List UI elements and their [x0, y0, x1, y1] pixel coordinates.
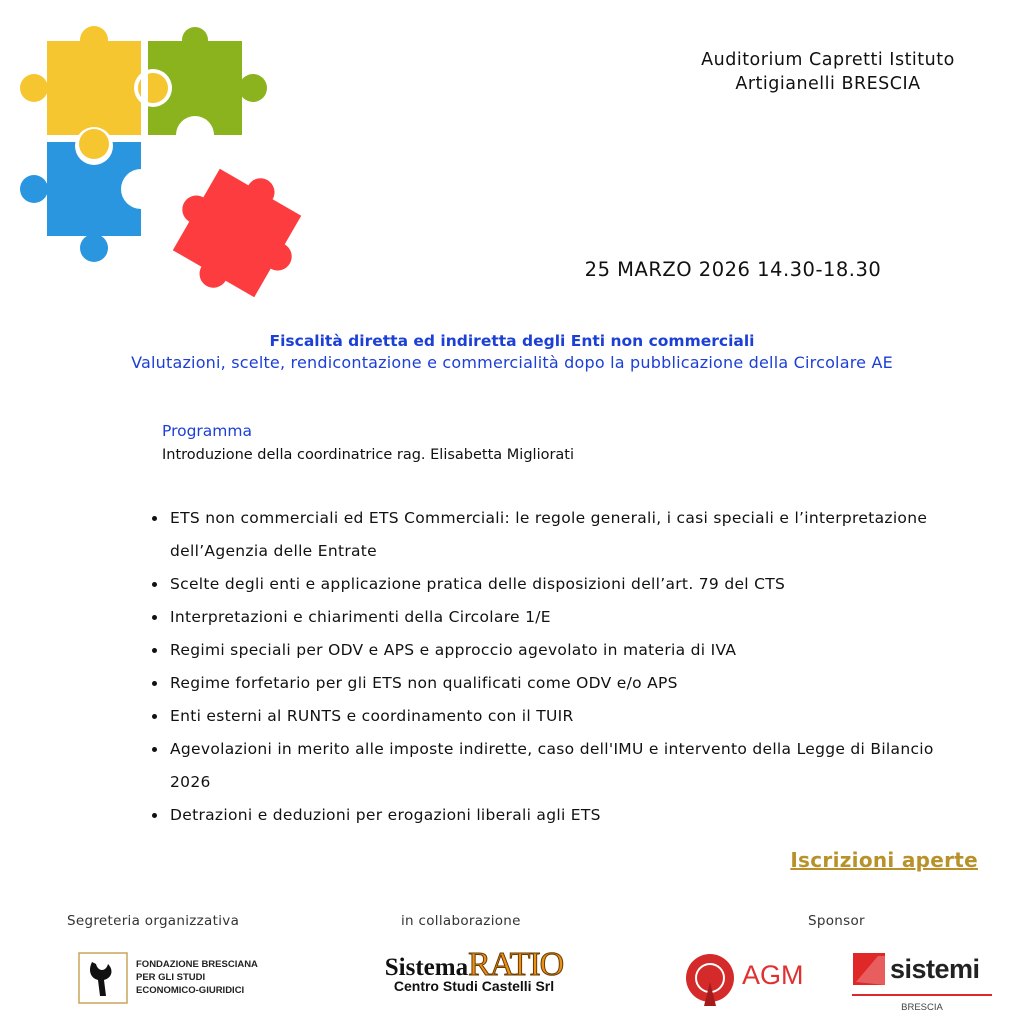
list-item: Interpretazioni e chiarimenti della Circolare 1/E — [150, 601, 950, 634]
registration-link[interactable]: Iscrizioni aperte — [790, 848, 978, 872]
fondazione-line: PER GLI STUDI — [136, 972, 206, 983]
program-list — [150, 502, 950, 832]
ratio-tagline: Centro Studi Castelli Srl — [393, 978, 555, 994]
event-subtitle: Valutazioni, scelte, rendicontazione e commercialità dopo la pubblicazione della Circolare AE — [131, 353, 893, 372]
list-item: Agevolazioni in merito alle imposte indirette, caso dell'IMU e intervento della Legge di Bilancio 2026 — [150, 733, 950, 799]
list-item: Enti esterni al RUNTS e coordinamento con il TUIR — [150, 700, 950, 733]
program-heading: Programma — [162, 422, 252, 440]
collaboration-label: in collaborazione — [401, 913, 521, 929]
secretariat-label: Segreteria organizzativa — [67, 913, 240, 929]
sistemi-logo-text: sistemi — [890, 954, 980, 984]
fondazione-logo-icon — [78, 952, 128, 1004]
agm-logo-text: AGM — [742, 960, 804, 990]
sistemi-city: BRESCIA — [901, 1002, 943, 1013]
divider — [852, 994, 992, 996]
sistemi-logo-icon — [852, 952, 888, 988]
list-item: Regime forfetario per gli ETS non qualificati come ODV e/o APS — [150, 667, 950, 700]
list-item: ETS non commerciali ed ETS Commerciali: le regole generali, i casi speciali e l’interpretazione dell’Agenzia delle Entrate — [150, 502, 950, 568]
sponsor-label: Sponsor — [808, 913, 865, 929]
sistema-ratio-logo — [362, 946, 586, 994]
ratio-logo-part1: Sistema — [384, 954, 469, 981]
puzzle-icon — [0, 0, 320, 310]
fondazione-line: FONDAZIONE BRESCIANA — [136, 959, 258, 970]
venue-line-1: Auditorium Capretti Istituto — [701, 50, 955, 70]
list-item: Scelte degli enti e applicazione pratica delle disposizioni dell’art. 79 del CTS — [150, 568, 950, 601]
venue-line-2: Artigianelli BRESCIA — [735, 74, 921, 94]
event-date: 25 MARZO 2026 14.30-18.30 — [584, 258, 882, 281]
agm-logo-icon — [684, 952, 740, 1008]
fondazione-name — [136, 958, 258, 997]
program-intro: Introduzione della coordinatrice rag. Elisabetta Migliorati — [162, 447, 575, 463]
fondazione-line: ECONOMICO-GIURIDICI — [136, 985, 245, 996]
ratio-logo-part2: RATIO — [468, 946, 564, 983]
list-item: Detrazioni e deduzioni per erogazioni liberali agli ETS — [150, 799, 950, 832]
venue — [640, 48, 1016, 96]
event-title: Fiscalità diretta ed indiretta degli Enti non commerciali — [269, 332, 755, 350]
list-item: Regimi speciali per ODV e APS e approccio agevolato in materia di IVA — [150, 634, 950, 667]
